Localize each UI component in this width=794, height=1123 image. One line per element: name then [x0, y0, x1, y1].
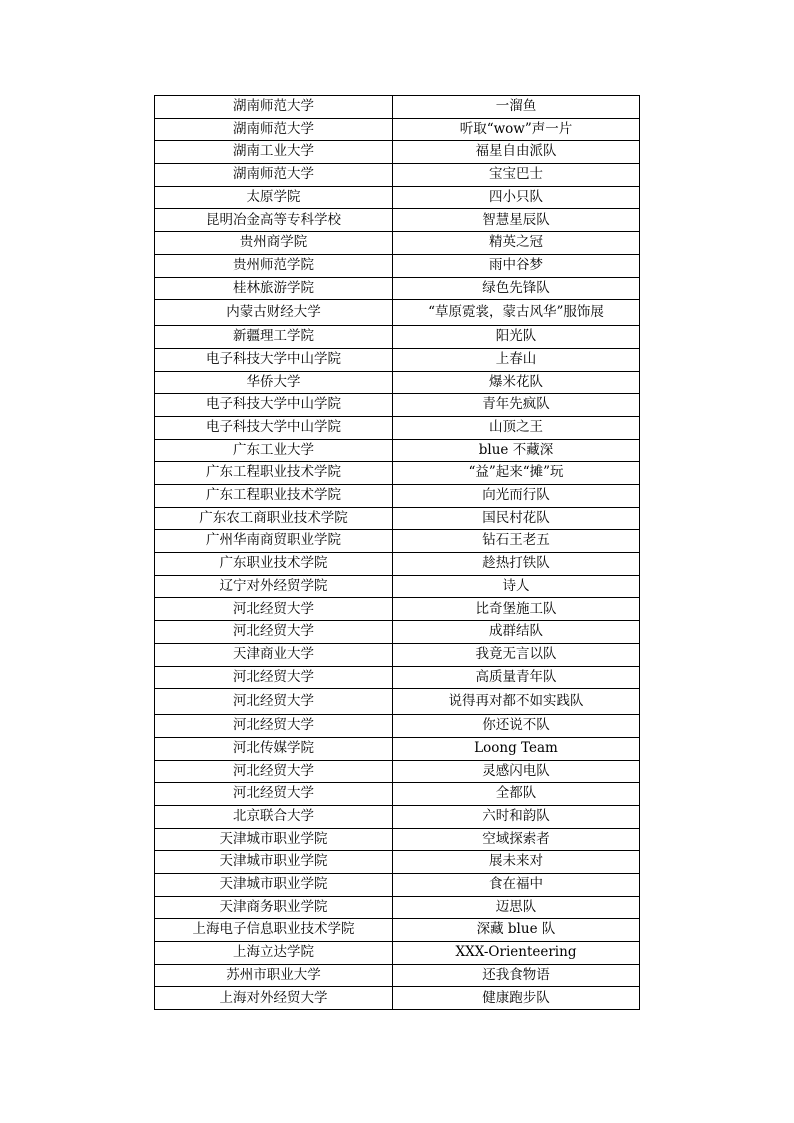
school-name-cell: 河北经贸大学 — [155, 666, 393, 689]
table-row — [155, 874, 640, 897]
table-row — [155, 737, 640, 760]
team-name-cell: 空域探索者 — [393, 828, 640, 851]
team-name-cell: “益”起来“摊”玩 — [393, 462, 640, 485]
school-name-cell: 昆明冶金高等专科学校 — [155, 209, 393, 232]
team-name-cell: 上春山 — [393, 348, 640, 371]
school-name-cell: 上海立达学院 — [155, 942, 393, 965]
table-row — [155, 462, 640, 485]
table-row — [155, 760, 640, 783]
table-row — [155, 828, 640, 851]
school-name-cell: 新疆理工学院 — [155, 326, 393, 349]
table-row — [155, 621, 640, 644]
table-row — [155, 987, 640, 1010]
table-row — [155, 598, 640, 621]
team-name-cell: 青年先疯队 — [393, 394, 640, 417]
table-row — [155, 326, 640, 349]
table-row — [155, 416, 640, 439]
team-name-cell: 高质量青年队 — [393, 666, 640, 689]
school-name-cell: 太原学院 — [155, 186, 393, 209]
table-row — [155, 715, 640, 738]
school-name-cell: 内蒙古财经大学 — [155, 300, 393, 326]
school-name-cell: 电子科技大学中山学院 — [155, 348, 393, 371]
team-name-cell: 国民村花队 — [393, 507, 640, 530]
table-row — [155, 964, 640, 987]
school-name-cell: 辽宁对外经贸学院 — [155, 575, 393, 598]
school-name-cell: 天津商务职业学院 — [155, 896, 393, 919]
school-name-cell: 广东农工商职业技术学院 — [155, 507, 393, 530]
table-row — [155, 277, 640, 300]
school-name-cell: 湖南师范大学 — [155, 118, 393, 141]
school-name-cell: 河北经贸大学 — [155, 715, 393, 738]
team-name-cell: 六时和韵队 — [393, 805, 640, 828]
table-row — [155, 141, 640, 164]
school-name-cell: 广东工业大学 — [155, 439, 393, 462]
team-name-cell: 全都队 — [393, 783, 640, 806]
school-name-cell: 电子科技大学中山学院 — [155, 394, 393, 417]
school-name-cell: 河北经贸大学 — [155, 783, 393, 806]
team-name-cell: 健康跑步队 — [393, 987, 640, 1010]
team-roster-body — [155, 96, 640, 1010]
table-row — [155, 919, 640, 942]
table-row — [155, 371, 640, 394]
school-name-cell: 天津商业大学 — [155, 643, 393, 666]
team-name-cell: 爆米花队 — [393, 371, 640, 394]
table-row — [155, 254, 640, 277]
school-name-cell: 河北经贸大学 — [155, 598, 393, 621]
table-row — [155, 666, 640, 689]
team-name-cell: 福星自由派队 — [393, 141, 640, 164]
table-row — [155, 96, 640, 119]
team-name-cell: 说得再对都不如实践队 — [393, 689, 640, 715]
team-name-cell: 迈思队 — [393, 896, 640, 919]
team-name-cell: 钻石王老五 — [393, 530, 640, 553]
school-name-cell: 桂林旅游学院 — [155, 277, 393, 300]
school-name-cell: 上海电子信息职业技术学院 — [155, 919, 393, 942]
school-name-cell: 天津城市职业学院 — [155, 874, 393, 897]
school-name-cell: 天津城市职业学院 — [155, 851, 393, 874]
school-name-cell: 广东职业技术学院 — [155, 553, 393, 576]
school-name-cell: 湖南师范大学 — [155, 164, 393, 187]
team-name-cell: 我竟无言以队 — [393, 643, 640, 666]
table-row — [155, 507, 640, 530]
table-row — [155, 553, 640, 576]
table-row — [155, 394, 640, 417]
team-name-cell: 四小只队 — [393, 186, 640, 209]
team-name-cell: 展未来对 — [393, 851, 640, 874]
team-name-cell: 比奇堡施工队 — [393, 598, 640, 621]
table-row — [155, 186, 640, 209]
team-name-cell: “草原霓裳，蒙古风华”服饰展 — [393, 300, 640, 326]
team-name-cell: 成群结队 — [393, 621, 640, 644]
table-row — [155, 783, 640, 806]
team-name-cell: 山顶之王 — [393, 416, 640, 439]
table-row — [155, 209, 640, 232]
team-name-cell: 灵感闪电队 — [393, 760, 640, 783]
school-name-cell: 贵州商学院 — [155, 232, 393, 255]
school-name-cell: 贵州师范学院 — [155, 254, 393, 277]
team-name-cell: 你还说不队 — [393, 715, 640, 738]
table-row — [155, 689, 640, 715]
table-row — [155, 851, 640, 874]
school-name-cell: 湖南师范大学 — [155, 96, 393, 119]
team-name-cell: 雨中谷梦 — [393, 254, 640, 277]
school-name-cell: 河北经贸大学 — [155, 760, 393, 783]
school-name-cell: 北京联合大学 — [155, 805, 393, 828]
team-name-cell: 阳光队 — [393, 326, 640, 349]
team-name-cell: 智慧星辰队 — [393, 209, 640, 232]
table-row — [155, 575, 640, 598]
team-name-cell: 还我食物语 — [393, 964, 640, 987]
table-row — [155, 118, 640, 141]
school-name-cell: 上海对外经贸大学 — [155, 987, 393, 1010]
team-name-cell: 向光而行队 — [393, 485, 640, 508]
school-name-cell: 河北经贸大学 — [155, 621, 393, 644]
school-name-cell: 华侨大学 — [155, 371, 393, 394]
team-name-cell: 食在福中 — [393, 874, 640, 897]
team-name-cell: 听取“wow”声一片 — [393, 118, 640, 141]
team-name-cell: 一溜鱼 — [393, 96, 640, 119]
table-row — [155, 485, 640, 508]
table-row — [155, 942, 640, 965]
table-row — [155, 232, 640, 255]
team-name-cell: blue 不藏深 — [393, 439, 640, 462]
table-row — [155, 439, 640, 462]
table-row — [155, 530, 640, 553]
team-name-cell: 绿色先锋队 — [393, 277, 640, 300]
team-name-cell: 诗人 — [393, 575, 640, 598]
table-row — [155, 896, 640, 919]
table-row — [155, 300, 640, 326]
team-name-cell: 宝宝巴士 — [393, 164, 640, 187]
school-name-cell: 广东工程职业技术学院 — [155, 462, 393, 485]
school-name-cell: 电子科技大学中山学院 — [155, 416, 393, 439]
team-name-cell: XXX-Orienteering — [393, 942, 640, 965]
team-roster-table — [154, 95, 640, 1010]
team-name-cell: 深藏 blue 队 — [393, 919, 640, 942]
school-name-cell: 天津城市职业学院 — [155, 828, 393, 851]
school-name-cell: 苏州市职业大学 — [155, 964, 393, 987]
school-name-cell: 广东工程职业技术学院 — [155, 485, 393, 508]
table-row — [155, 643, 640, 666]
table-row — [155, 348, 640, 371]
team-name-cell: Loong Team — [393, 737, 640, 760]
table-row — [155, 164, 640, 187]
table-row — [155, 805, 640, 828]
school-name-cell: 湖南工业大学 — [155, 141, 393, 164]
school-name-cell: 广州华南商贸职业学院 — [155, 530, 393, 553]
school-name-cell: 河北经贸大学 — [155, 689, 393, 715]
team-name-cell: 趁热打铁队 — [393, 553, 640, 576]
team-name-cell: 精英之冠 — [393, 232, 640, 255]
school-name-cell: 河北传媒学院 — [155, 737, 393, 760]
